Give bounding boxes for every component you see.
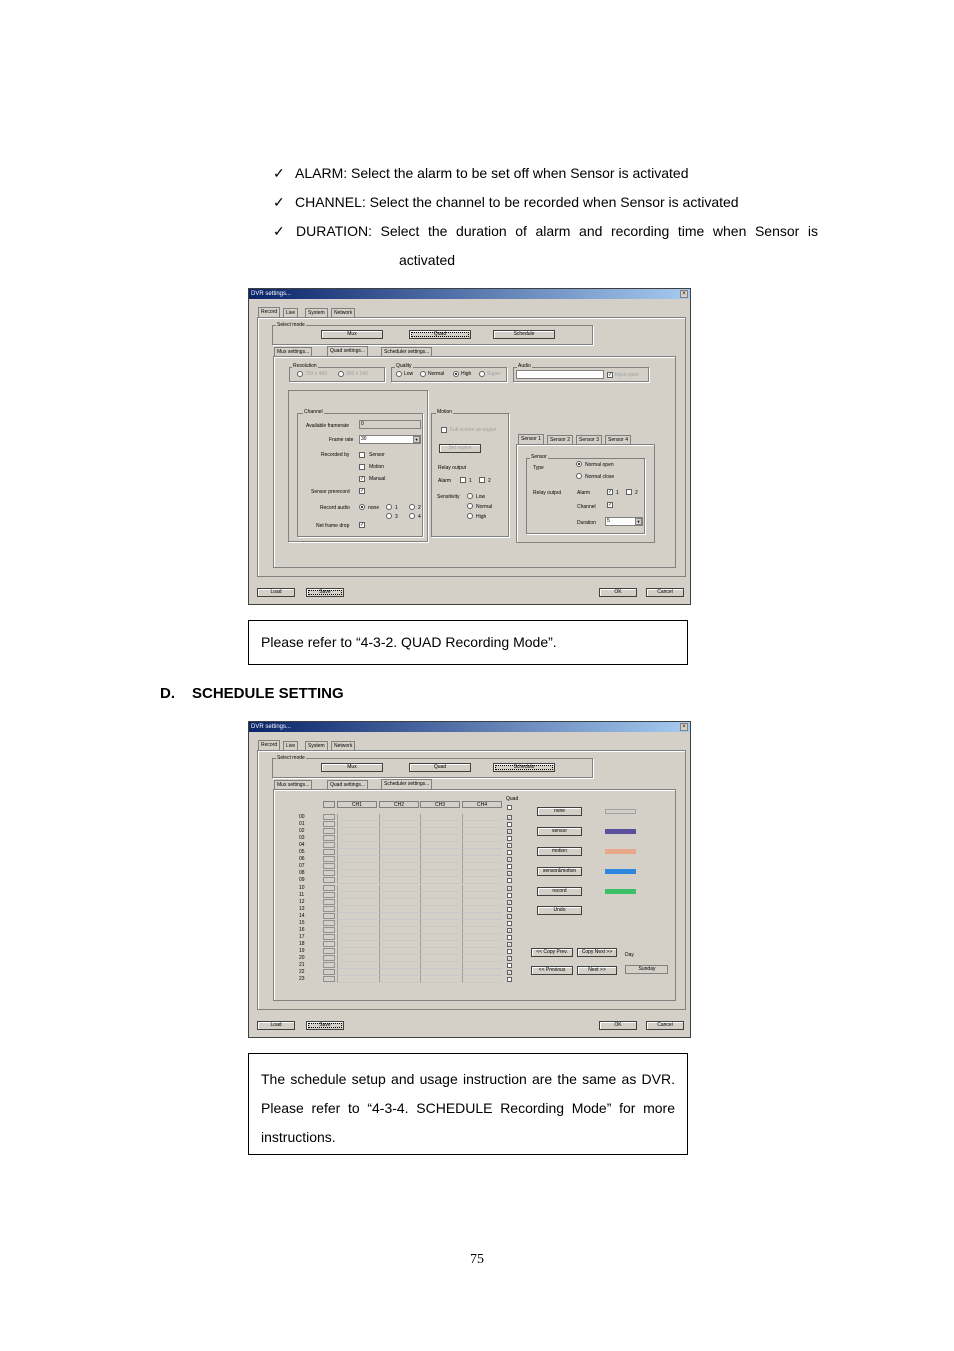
note-quad-text: Please refer to “4-3-2. QUAD Recording Mode”. — [261, 634, 557, 650]
schedule-cell[interactable] — [420, 969, 460, 976]
quad-checkbox[interactable] — [507, 949, 512, 954]
ch4-header[interactable]: CH4 — [462, 801, 502, 808]
sensor-relay-label: Relay output — [533, 490, 562, 496]
schedule-cell[interactable] — [420, 941, 460, 948]
schedule-cell[interactable] — [337, 948, 377, 955]
motion-label: Motion — [369, 464, 385, 470]
hour-label: 14 — [299, 912, 305, 919]
input-open-label: Input open — [615, 372, 639, 378]
quality-high-radio[interactable] — [453, 371, 459, 377]
quad-checkbox[interactable]: ✓ — [508, 956, 512, 961]
hour-label: 08 — [299, 870, 305, 877]
window-title: DVR settings... — [251, 291, 292, 297]
ok-button[interactable]: OK — [599, 588, 637, 597]
input-open-checkbox[interactable]: ✓ — [608, 372, 613, 378]
hour-label: 22 — [299, 969, 305, 976]
schedule-cell[interactable] — [337, 955, 377, 962]
sensor-label: Sensor — [369, 452, 385, 458]
undo-button[interactable]: Undo — [537, 906, 582, 915]
record-audio-label: Record audio — [320, 505, 350, 511]
sensor-prerecord-checkbox[interactable]: ✓ — [360, 488, 365, 494]
checkmark-icon: ✓ — [273, 223, 285, 239]
sensor-alarm-2-checkbox[interactable] — [626, 489, 632, 495]
sensor-channel-checkbox[interactable]: ✓ — [608, 502, 613, 508]
legend-button-none[interactable]: none — [537, 807, 582, 816]
row-header-button[interactable] — [323, 941, 335, 947]
section-heading: D. SCHEDULE SETTING — [160, 685, 344, 702]
hour-label: 00 — [299, 814, 305, 820]
manual-label: Manual — [369, 476, 386, 482]
quality-super-radio[interactable] — [479, 371, 485, 377]
normal-close-radio[interactable] — [576, 473, 582, 479]
motion-checkbox[interactable] — [359, 464, 365, 470]
sensor-group-label: Sensor — [531, 454, 547, 460]
tab-live[interactable]: Live — [283, 308, 298, 317]
sensor-alarm-label: Alarm — [577, 490, 591, 496]
checkmark-icon: ✓ — [273, 194, 285, 210]
quad-button[interactable]: Quad — [409, 330, 471, 339]
hour-label: 04 — [299, 842, 305, 849]
schedule-cell[interactable] — [420, 927, 460, 934]
load-button[interactable]: Load — [257, 588, 295, 597]
quad-checkbox[interactable]: ✓ — [508, 899, 512, 905]
resolution-group — [289, 367, 385, 382]
schedule-cell[interactable] — [379, 969, 419, 976]
manual-checkbox[interactable]: ✓ — [360, 476, 365, 482]
channel-inner-group — [297, 413, 423, 537]
tab-sensor-4[interactable]: Sensor 4 — [605, 435, 631, 444]
normal-open-radio[interactable] — [576, 461, 582, 467]
channel-label: Channel — [304, 409, 323, 415]
close-icon[interactable]: × — [680, 723, 688, 731]
title-bar — [249, 289, 690, 299]
hour-label: 19 — [299, 947, 305, 954]
schedule-cell[interactable] — [337, 927, 377, 934]
quality-normal-label: Normal — [428, 371, 445, 377]
quality-low-radio[interactable] — [396, 371, 402, 377]
sens-low-label: Low — [476, 494, 486, 500]
tab-mux-settings[interactable]: Mux settings... — [274, 780, 312, 789]
day-label: Day — [625, 952, 634, 958]
window-title: DVR settings... — [251, 724, 292, 730]
ok-button[interactable]: OK — [599, 1021, 637, 1030]
audio-4-radio[interactable] — [409, 513, 415, 519]
sens-high-radio[interactable] — [467, 513, 473, 519]
sens-normal-label: Normal — [476, 504, 493, 510]
schedule-cell[interactable] — [462, 976, 502, 983]
audio-3-radio[interactable] — [386, 513, 392, 519]
schedule-cell[interactable] — [462, 927, 502, 934]
schedule-cell[interactable] — [462, 962, 502, 969]
tab-mux-settings[interactable]: Mux settings... — [274, 347, 312, 356]
legend-button-sensor-motion[interactable]: sensor&motion — [537, 867, 582, 876]
quality-low-label: Low — [404, 371, 414, 377]
schedule-cell[interactable] — [462, 955, 502, 962]
alarm-label: Alarm — [438, 478, 452, 484]
audio-1-label: 1 — [395, 505, 398, 511]
hour-label: 20 — [299, 955, 305, 961]
next-button[interactable]: Next >> — [577, 966, 617, 975]
recorded-by-label: Recorded by — [321, 452, 350, 458]
legend — [249, 722, 690, 922]
sens-low-radio[interactable] — [467, 493, 473, 499]
quality-label: Quality — [396, 363, 412, 369]
schedule-cell[interactable] — [420, 934, 460, 941]
row-header-button[interactable] — [323, 955, 335, 961]
mux-button[interactable]: Mux — [321, 763, 383, 772]
frame-rate-select[interactable]: 30 ▼ — [359, 435, 421, 444]
schedule-cell[interactable] — [379, 955, 419, 962]
hour-label: 12 — [299, 898, 305, 905]
hour-label: 21 — [299, 962, 305, 969]
quad-checkbox[interactable]: ✓ — [508, 857, 512, 863]
sensor-duration-label: Duration — [577, 520, 596, 526]
note-box-quad — [248, 620, 688, 665]
hour-label: 16 — [299, 926, 305, 933]
ch1-header[interactable]: CH1 — [337, 801, 377, 808]
quad-checkbox[interactable] — [507, 963, 512, 968]
legend-swatch — [605, 889, 636, 894]
load-button[interactable]: Load — [257, 1021, 295, 1030]
hour-label: 02 — [299, 828, 305, 835]
normal-close-label: Normal close — [585, 474, 615, 480]
row-header-button[interactable] — [323, 962, 335, 968]
schedule-cell[interactable] — [337, 962, 377, 969]
schedule-button[interactable]: Schedule — [493, 330, 555, 339]
quad-checkbox[interactable]: ✓ — [508, 843, 512, 849]
chevron-down-icon: ▼ — [636, 519, 641, 524]
sens-normal-radio[interactable] — [467, 503, 473, 509]
legend-swatch — [605, 849, 636, 854]
hour-label: 11 — [299, 891, 305, 898]
quad-button[interactable]: Quad — [409, 763, 471, 772]
schedule-cell[interactable] — [379, 948, 419, 955]
hour-label: 18 — [299, 940, 305, 947]
schedule-cell[interactable] — [462, 941, 502, 948]
quad-checkbox[interactable]: ✓ — [508, 941, 512, 947]
audio-3-label: 3 — [395, 514, 398, 520]
audio-4-label: 4 — [418, 514, 421, 520]
close-icon[interactable]: × — [680, 290, 688, 298]
mux-button[interactable]: Mux — [321, 330, 383, 339]
copy-prev-button[interactable]: << Copy Prev. — [531, 948, 573, 957]
hour-label: 01 — [299, 821, 305, 828]
tab-scheduler-settings[interactable]: Scheduler settings... — [381, 779, 432, 789]
tab-system[interactable]: System — [305, 308, 328, 317]
tab-quad-settings[interactable]: Quad settings... — [327, 346, 368, 356]
note-box-schedule — [248, 1053, 688, 1155]
hour-label: 23 — [299, 976, 305, 983]
quad-checkbox[interactable]: ✓ — [508, 815, 512, 820]
relay-1-label: 1 — [469, 478, 472, 484]
select-mode-label: Select mode — [277, 322, 305, 328]
tab-record[interactable]: Record — [258, 740, 280, 750]
set-region-button[interactable]: Set region — [439, 444, 481, 453]
row-header-button[interactable] — [323, 927, 335, 933]
quad-settings-screenshot — [248, 288, 691, 605]
sensitivity-label: Sensitivity — [437, 494, 460, 500]
ch2-header[interactable]: CH2 — [379, 801, 419, 808]
tab-live[interactable]: Live — [283, 741, 298, 750]
audio-2-label: 2 — [418, 505, 421, 511]
tab-sensor-1[interactable]: Sensor 1 — [518, 434, 544, 444]
hour-label: 05 — [299, 849, 305, 856]
avail-framerate-label: Available framerate — [306, 423, 349, 429]
legend-swatch — [605, 869, 636, 874]
schedule-cell[interactable] — [420, 955, 460, 962]
legend-button-record[interactable]: record — [537, 887, 582, 896]
previous-button[interactable]: << Previous — [531, 966, 573, 975]
schedule-cell[interactable] — [420, 948, 460, 955]
day-field: Sunday — [625, 965, 668, 974]
res-360-label: 360 x 240 — [346, 371, 368, 377]
schedule-settings-screenshot — [248, 721, 691, 1038]
cancel-button[interactable]: Cancel — [646, 588, 684, 597]
schedule-cell[interactable] — [337, 934, 377, 941]
bullet-duration-mark — [273, 223, 295, 239]
row-header-button[interactable] — [323, 948, 335, 954]
bullet-duration: DURATION: Select the duration of alarm and recording time when Sensor is — [296, 223, 818, 239]
relay-1-checkbox[interactable] — [460, 477, 466, 483]
page-number: 75 — [470, 1252, 484, 1267]
relay-2-checkbox[interactable] — [479, 477, 485, 483]
select-mode-label: Select mode — [277, 755, 305, 761]
resolution-label: Resolution — [293, 363, 317, 369]
sensor-alarm-1-label: 1 — [616, 490, 619, 496]
sensor-alarm-1-checkbox[interactable]: ✓ — [608, 489, 613, 495]
tab-sensor-2[interactable]: Sensor 2 — [547, 435, 573, 444]
tab-system[interactable]: System — [305, 741, 328, 750]
full-screen-checkbox[interactable] — [441, 427, 447, 433]
tab-network[interactable]: Network — [331, 308, 355, 317]
quad-checkbox[interactable]: ✓ — [508, 970, 512, 976]
relay-2-label: 2 — [488, 478, 491, 484]
schedule-cell[interactable] — [462, 948, 502, 955]
audio-none-label: none — [368, 505, 380, 511]
hour-label: 15 — [299, 919, 305, 926]
sensor-alarm-2-label: 2 — [635, 490, 638, 496]
hour-label: 09 — [299, 877, 305, 884]
schedule-cell[interactable] — [379, 976, 419, 983]
chevron-down-icon: ▼ — [414, 437, 419, 442]
schedule-cell[interactable] — [379, 962, 419, 969]
schedule-cell[interactable] — [420, 976, 460, 983]
legend-swatch — [605, 809, 636, 814]
audio-slider[interactable] — [516, 370, 604, 379]
schedule-cell[interactable] — [379, 941, 419, 948]
quality-super-label: Super — [487, 371, 501, 377]
schedule-cell[interactable] — [379, 934, 419, 941]
schedule-cell[interactable] — [462, 969, 502, 976]
quad-checkbox[interactable]: ✓ — [508, 829, 512, 835]
schedule-button[interactable]: Schedule — [493, 763, 555, 772]
legend-button-motion[interactable]: motion — [537, 847, 582, 856]
quad-checkbox[interactable]: ✓ — [508, 871, 512, 877]
hour-label: 10 — [299, 884, 305, 891]
motion-group-label: Motion — [437, 409, 453, 415]
bullet-duration-cont: activated — [399, 252, 456, 268]
duration-select[interactable]: 5 ▼ — [605, 517, 643, 526]
normal-open-label: Normal open — [585, 462, 614, 468]
audio-none-radio[interactable] — [359, 504, 365, 510]
avail-framerate-field: 0 — [359, 420, 421, 429]
sensor-channel-label: Channel — [577, 504, 596, 510]
schedule-cell[interactable] — [337, 969, 377, 976]
legend-swatch — [605, 829, 636, 834]
sens-high-label: High — [476, 514, 487, 520]
quad-header: Quad — [506, 796, 519, 802]
row-header-button[interactable] — [323, 934, 335, 940]
sensor-prerecord-label: Sensor prerecord — [311, 489, 350, 495]
quad-checkbox[interactable]: ✓ — [508, 885, 512, 891]
full-screen-label: Full screen as region — [450, 427, 497, 433]
netframe-checkbox[interactable]: ✓ — [360, 522, 365, 528]
audio-2-radio[interactable] — [409, 504, 415, 510]
schedule-cell[interactable] — [379, 927, 419, 934]
save-button[interactable]: Save — [306, 588, 344, 597]
tab-sensor-3[interactable]: Sensor 3 — [576, 435, 602, 444]
quality-normal-radio[interactable] — [420, 371, 426, 377]
hour-label: 07 — [299, 863, 305, 870]
tab-scheduler-settings[interactable]: Scheduler settings... — [381, 347, 432, 356]
hour-label: 03 — [299, 835, 305, 842]
schedule-cell[interactable] — [420, 962, 460, 969]
schedule-cell[interactable] — [337, 976, 377, 983]
note-schedule-text: The schedule setup and usage instruction are the same as DVR. Please refer to “4-3-4. SCHEDULE Recording Mode” for more instructions. — [261, 1071, 675, 1145]
res-360-radio[interactable] — [338, 371, 344, 377]
bullet-alarm: ✓ ALARM: Select the alarm to be set off when Sensor is activated — [273, 165, 689, 181]
relay-output-label: Relay output — [438, 465, 467, 471]
bullet-channel: ✓ CHANNEL: Select the channel to be recorded when Sensor is activated — [273, 194, 739, 210]
hour-label: 17 — [299, 933, 305, 940]
hour-label: 13 — [299, 905, 305, 912]
cancel-button[interactable]: Cancel — [646, 1021, 684, 1030]
quad-checkbox[interactable]: ✓ — [508, 927, 512, 933]
quad-checkbox[interactable] — [507, 935, 512, 940]
tab-record[interactable]: Record — [258, 307, 280, 317]
save-button[interactable]: Save — [306, 1021, 344, 1030]
audio-label: Audio — [518, 363, 531, 369]
netframe-label: Net frame drop — [316, 523, 350, 529]
ch3-header[interactable]: CH3 — [420, 801, 460, 808]
row-header-button[interactable] — [323, 976, 335, 982]
quality-high-label: High — [461, 371, 472, 377]
quad-checkbox[interactable]: ✓ — [508, 913, 512, 919]
hour-label: 06 — [299, 856, 305, 863]
legend-button-sensor[interactable]: sensor — [537, 827, 582, 836]
checkmark-icon: ✓ — [273, 165, 285, 181]
res-720-radio[interactable] — [297, 371, 303, 377]
type-label: Type — [533, 465, 544, 471]
schedule-cell[interactable] — [337, 941, 377, 948]
tab-quad-settings[interactable]: Quad settings... — [327, 780, 368, 789]
quad-checkbox[interactable] — [507, 977, 512, 982]
row-header-button[interactable] — [323, 969, 335, 975]
audio-1-radio[interactable] — [386, 504, 392, 510]
tab-network[interactable]: Network — [331, 741, 355, 750]
frame-rate-label: Frame rate — [329, 437, 354, 443]
schedule-cell[interactable] — [462, 934, 502, 941]
res-720-label: 720 x 480 — [305, 371, 327, 377]
sensor-checkbox[interactable] — [359, 452, 365, 458]
copy-next-button[interactable]: Copy Next >> — [577, 948, 617, 957]
